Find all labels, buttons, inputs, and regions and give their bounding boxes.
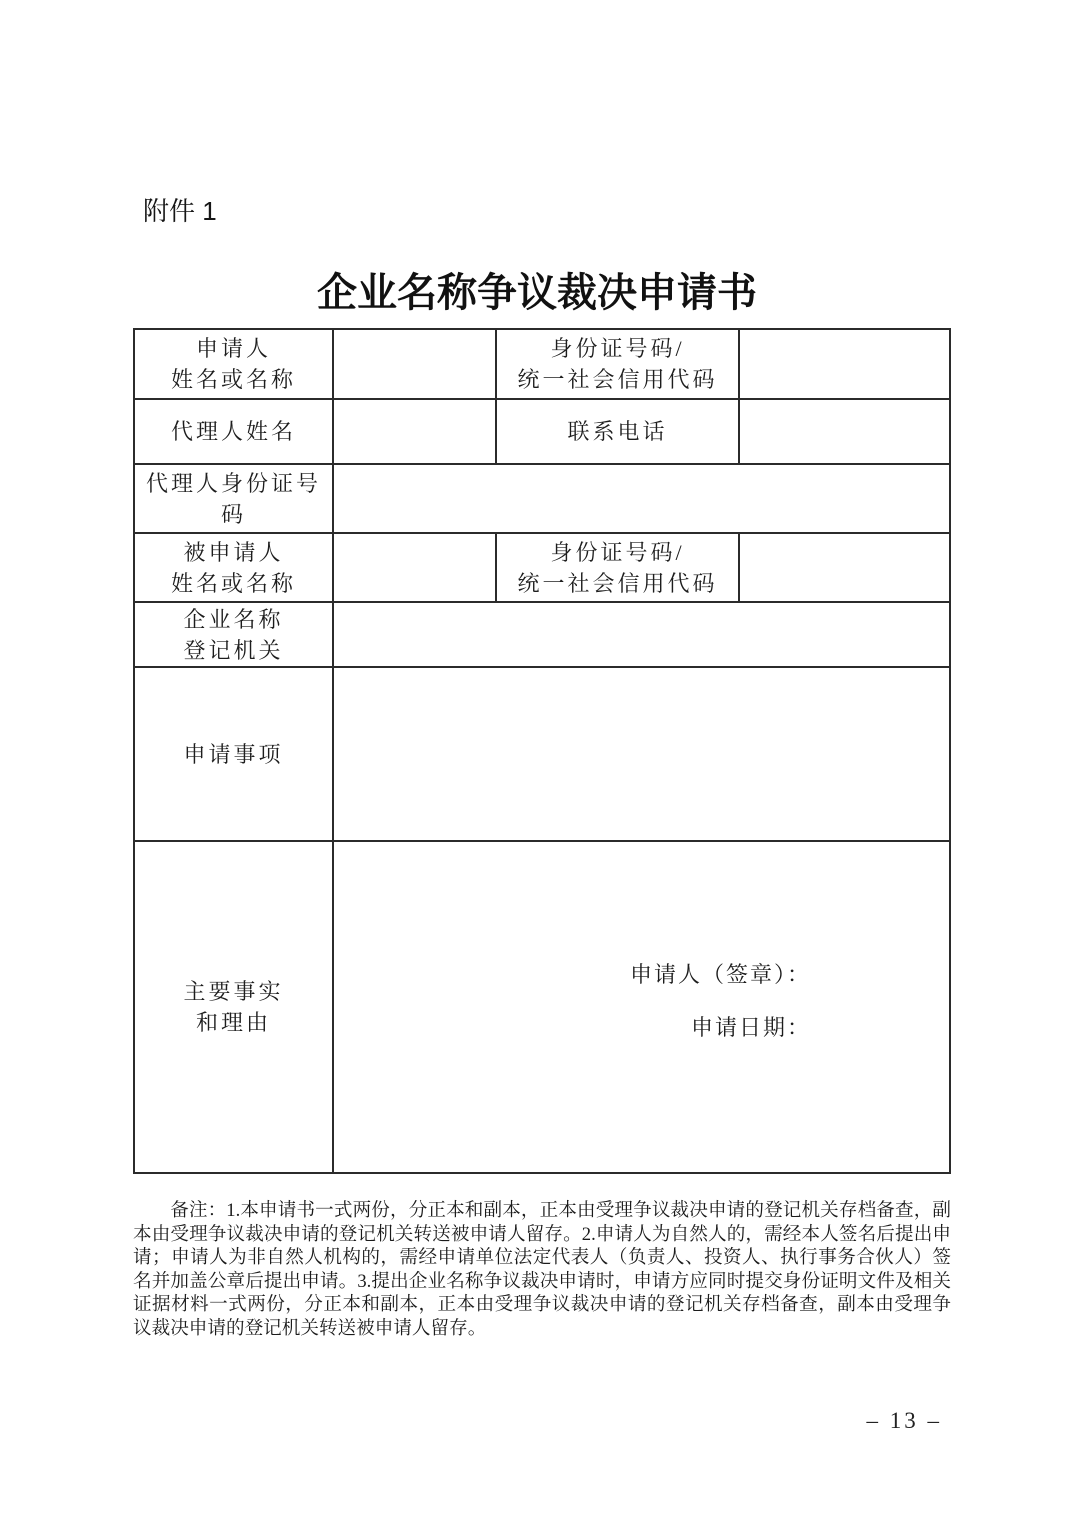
label-line: 姓名或名称 [170, 570, 296, 596]
remarks-paragraph: 备注：1.本申请书一式两份，分正本和副本，正本由受理争议裁决申请的登记机关存档备查，副本由受理争议裁决申请的登记机关转送被申请人留存。2.申请人为自然人的，需经本人签名后提出申请；申请人为非自然人机构的，需经申请单位法定代表人（负责人、投资人、执行事务合伙人）签名并加盖公章后提出申请。3.提出企业名称争议裁决申请时，申请方应同时提交身份证明文件及相关证据材料一式两份，分正本和副本，正本由受理争议裁决申请的登记机关存档备查，副本由受理争议裁决申请的登记机关转送被申请人留存。 [133, 1200, 951, 1339]
label-line: 申请事项 [183, 741, 284, 767]
label-line: 代理人姓名 [170, 419, 296, 444]
applicant-name-label [134, 329, 333, 399]
row-main-facts [134, 841, 950, 1173]
row-request-items [134, 667, 950, 841]
contact-phone-label [496, 399, 739, 464]
page-number: – 13 – [866, 1408, 942, 1433]
row-agent-id [134, 464, 950, 533]
request-items-label [134, 667, 333, 841]
label-line: 申请人 [195, 336, 271, 361]
row-applicant [134, 329, 950, 399]
label-line: 主要事实 [183, 979, 284, 1004]
respondent-id-label [496, 533, 739, 602]
registry-authority-value-cell [333, 602, 950, 667]
agent-name-label [134, 399, 333, 464]
main-facts-value-cell [333, 841, 950, 1173]
respondent-name-label [134, 533, 333, 602]
label-line: 登记机关 [183, 637, 284, 663]
page-title: 企业名称争议裁决申请书 [317, 270, 757, 315]
row-agent [134, 399, 950, 464]
applicant-id-label [496, 329, 739, 399]
label-line: 姓名或名称 [170, 367, 296, 392]
label-line: 企业名称 [183, 606, 284, 632]
registry-authority-label [134, 602, 333, 667]
contact-phone-value-cell [739, 399, 950, 464]
agent-name-value-cell [333, 399, 496, 464]
label-line: 身份证号码/ [550, 336, 685, 361]
label-line: 被申请人 [183, 539, 284, 565]
label-line: 统一社会信用代码 [517, 570, 718, 596]
label-line: 联系电话 [567, 419, 668, 444]
label-line: 码 [220, 501, 246, 527]
label-line: 和理由 [195, 1010, 271, 1035]
row-respondent [134, 533, 950, 602]
label-line: 代理人身份证号 [145, 470, 321, 496]
agent-id-value-cell [333, 464, 950, 533]
application-date-label: 申请日期： [690, 1014, 811, 1040]
respondent-name-value-cell [333, 533, 496, 602]
label-line: 统一社会信用代码 [517, 367, 718, 392]
request-items-value-cell [333, 667, 950, 841]
label-line: 身份证号码/ [550, 539, 685, 565]
applicant-name-value-cell [333, 329, 496, 399]
application-form-table [133, 328, 951, 1174]
row-registry [134, 602, 950, 667]
attachment-label: 附件 1 [143, 196, 217, 226]
main-facts-label [134, 841, 333, 1173]
agent-id-label [134, 464, 333, 533]
applicant-signature-label: 申请人（签章）： [629, 961, 811, 987]
applicant-id-value-cell [739, 329, 950, 399]
respondent-id-value-cell [739, 533, 950, 602]
